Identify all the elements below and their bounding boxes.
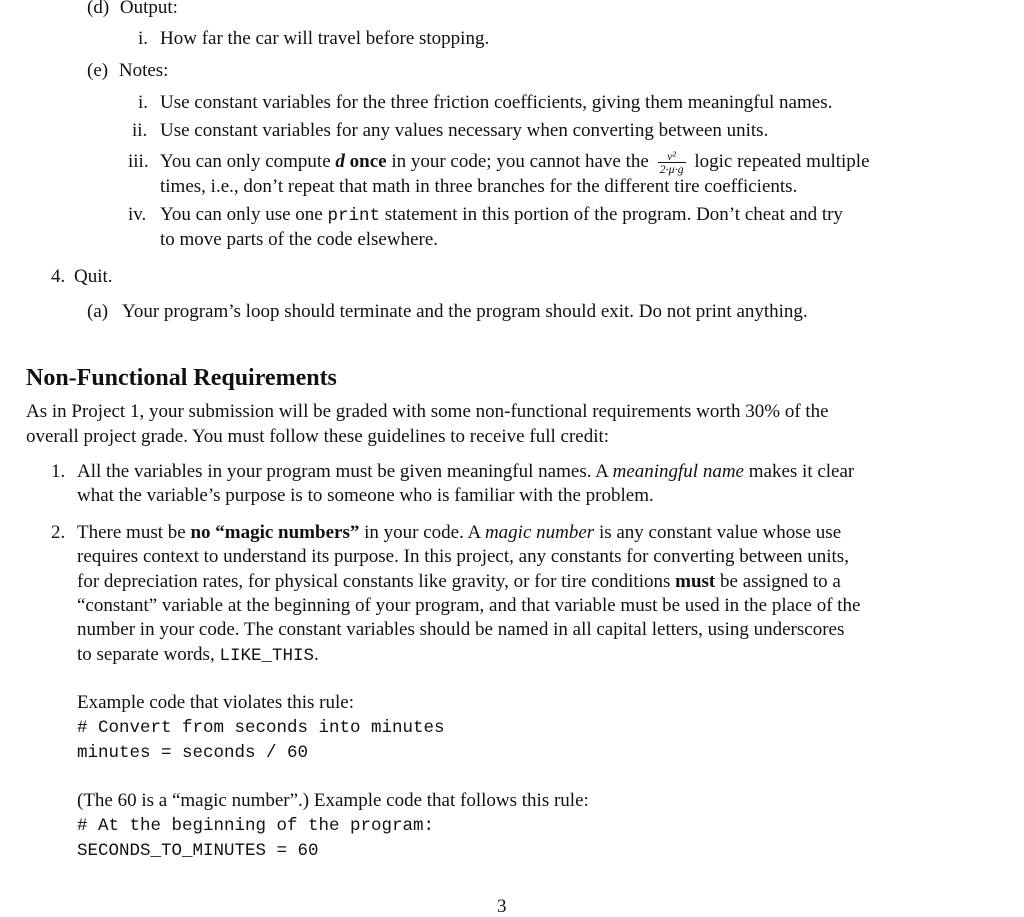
inline-code: LIKE_THIS (219, 646, 314, 666)
requirement-1 (51, 460, 854, 485)
list-item-text: How far the car will travel before stopping. (160, 28, 490, 49)
text-run: be assigned to a (715, 571, 841, 592)
code-line: SECONDS_TO_MINUTES = 60 (77, 841, 319, 861)
section-d-title: Output: (119, 0, 178, 18)
emphasis-bold: must (675, 571, 716, 592)
list-item-label: iv. (128, 204, 147, 225)
fraction-numerator: v² (658, 150, 686, 163)
list-item (128, 203, 843, 229)
list-item (138, 91, 832, 116)
list-item-label: ii. (132, 120, 148, 141)
requirement-2-line-4: “constant” variable at the beginning of your program, and that variable must be used in the place of the (77, 595, 861, 616)
requirement-1-continuation: what the variable’s purpose is to someone who is familiar with the problem. (77, 485, 654, 506)
example-good-label: (The 60 is a “magic number”.) Example code that follows this rule: (77, 790, 589, 811)
emphasis: meaningful name (612, 461, 744, 482)
list-item-label: iii. (128, 151, 149, 172)
emphasis: magic number (484, 522, 595, 543)
code-line: # Convert from seconds into minutes (77, 718, 445, 738)
fraction-denominator: 2·μ·g (659, 162, 684, 177)
section-e-title: Notes: (118, 60, 169, 81)
text-run: in your code; you cannot have the (386, 151, 654, 172)
text-run: There must be (77, 522, 191, 543)
emphasis-bold: no “magic numbers” (190, 522, 360, 543)
list-item-text: Use constant variables for any values necessary when converting between units. (160, 120, 769, 141)
list-item-text: Your program’s loop should terminate and the program should exit. Do not print anything. (122, 301, 808, 322)
intro-line-1: As in Project 1, your submission will be graded with some non-functional requirements worth 30% of the (26, 401, 829, 422)
example-bad-label: Example code that violates this rule: (77, 692, 355, 713)
quit-title: Quit. (74, 266, 113, 287)
text-run: is any constant value whose use (594, 522, 842, 543)
list-item-label: (a) (87, 301, 109, 322)
requirement-2-line-3 (77, 570, 841, 595)
intro-line-2: overall project grade. You must follow these guidelines to receive full credit: (26, 426, 610, 447)
text-run: . (313, 644, 319, 665)
text-run: You can only use one (160, 204, 328, 225)
code-line: # At the beginning of the program: (77, 816, 435, 836)
quit-subitem (87, 300, 808, 325)
inline-code: print (327, 206, 380, 226)
list-item (128, 150, 870, 175)
text-run: to separate words, (77, 644, 220, 665)
list-item-continuation: times, i.e., don’t repeat that math in three branches for the different tire coefficients. (160, 176, 798, 197)
list-item-label: i. (138, 92, 149, 113)
text-run: You can only compute (160, 151, 336, 172)
text-run: All the variables in your program must be given meaningful names. A (77, 461, 613, 482)
list-item-label: 1. (51, 461, 66, 482)
code-line: minutes = seconds / 60 (77, 743, 309, 763)
text-run: makes it clear (744, 461, 855, 482)
variable-d: d (335, 151, 345, 172)
text-run: logic repeated multiple (689, 151, 870, 172)
list-item-label: i. (138, 28, 149, 49)
requirement-2 (51, 521, 841, 546)
list-item-text: Use constant variables for the three friction coefficients, giving them meaningful names. (160, 92, 833, 113)
list-item-label: 4. (51, 266, 66, 287)
section-d-heading (87, 0, 178, 21)
requirement-2-line-5: number in your code. The constant variables should be named in all capital letters, using underscores (77, 619, 845, 640)
section-heading: Non-Functional Requirements (26, 365, 337, 391)
requirement-2-line-6 (77, 643, 319, 669)
requirement-2-line-2: requires context to understand its purpose. In this project, any constants for converting between units, (77, 546, 849, 567)
text-run: for depreciation rates, for physical constants like gravity, or for tire conditions (77, 571, 676, 592)
section-e-heading (87, 59, 168, 84)
page-number: 3 (497, 896, 507, 917)
list-item-label: 2. (51, 522, 66, 543)
quit-item (51, 265, 113, 290)
list-item-continuation: to move parts of the code elsewhere. (160, 229, 439, 250)
section-d-label: (d) (87, 0, 110, 18)
section-e-label: (e) (87, 60, 109, 81)
text-run: statement in this portion of the program. Don’t cheat and try (380, 204, 843, 225)
emphasis-once: once (349, 151, 387, 172)
list-item (132, 119, 768, 144)
list-item (138, 27, 489, 52)
formula-fraction (658, 150, 686, 175)
text-run: in your code. A (359, 522, 485, 543)
